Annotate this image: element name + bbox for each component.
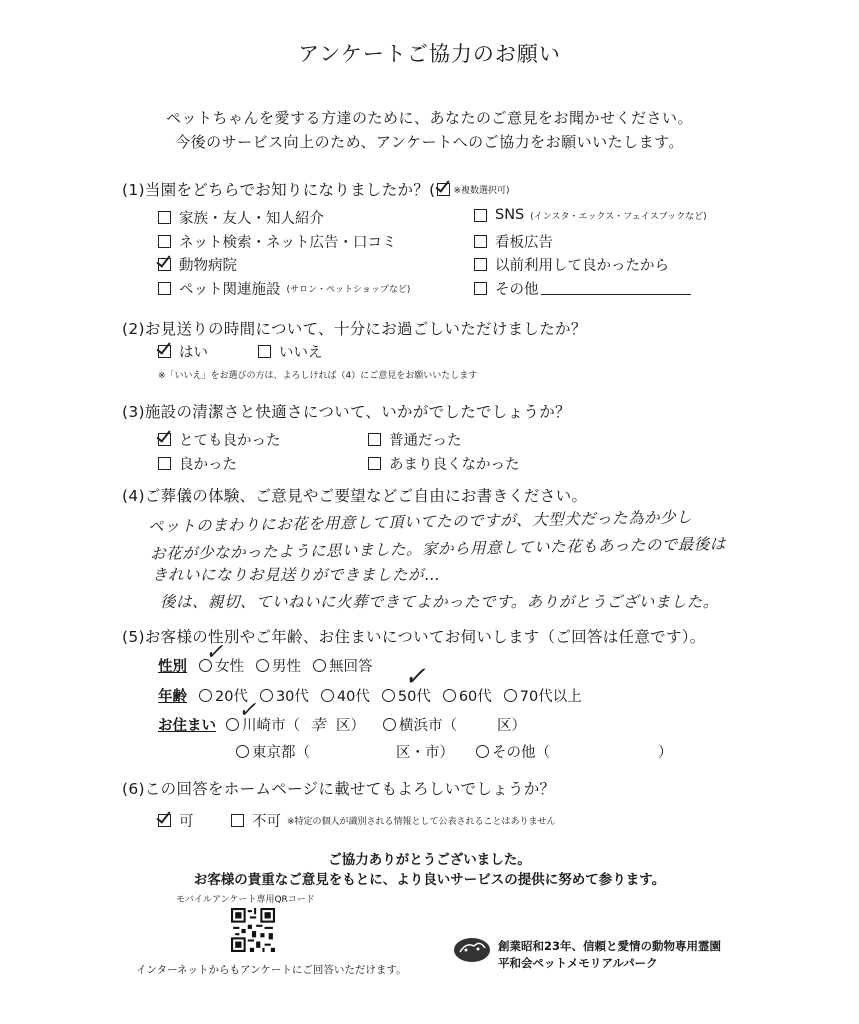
option-label: 区） [336,717,366,734]
radio-age-20[interactable] [199,689,212,702]
option-label: ） [658,745,673,761]
option-label: 30代 [275,689,309,705]
q6-option-no[interactable] [231,810,556,831]
option-label: 女性 [215,659,244,675]
checkbox[interactable] [474,235,487,248]
residence-row-1 [158,713,526,735]
question-1-text: (1)当園をどちらでお知りになりましたか？( [122,181,436,199]
q6-note: ※特定の個人が識別される情報として公表されることはありません [287,817,556,827]
option-label: 20代 [215,689,248,705]
q6-option-yes[interactable] [158,810,194,831]
radio-age-60[interactable] [443,689,456,702]
q2-note: ※「いいえ」をお選びの方は、よろしければ（4）にご意見をお願いいたします [158,371,478,381]
q1-option-net[interactable] [158,231,397,252]
option-label: 区） [497,717,527,734]
checkbox-checked[interactable] [158,258,171,271]
question-6: (6)この回答をホームページに載せてもよろしいでしょうか？ [122,780,556,798]
checkbox-checked[interactable] [158,345,171,358]
age-row [158,685,582,706]
checkbox[interactable] [231,814,244,827]
option-label: 男性 [272,659,301,675]
checkbox[interactable] [474,282,487,295]
option-label: 40代 [336,689,370,705]
q1-option-previous[interactable] [474,254,669,275]
q2-option-no[interactable] [258,341,323,362]
radio-age-50[interactable] [382,689,395,702]
option-label: 家族・友人・知人紹介 [179,211,324,227]
option-label: 70代以上 [519,689,582,705]
option-label: 60代 [458,689,492,705]
checkbox[interactable] [474,258,487,271]
option-label: 看板広告 [495,235,553,251]
question-1 [122,178,510,200]
option-label: いいえ [279,345,323,361]
question-3: (3)施設の清潔さと快適さについて、いかがでしたでしょうか？ [122,403,571,421]
company-logo-icon [452,934,492,964]
option-label: 不可 [252,814,281,830]
question-4: (4)ご葬儀の体験、ご意見やご要望などご自由にお書きください。 [122,487,588,505]
residence-row-2 [236,741,673,762]
intro-line-1: ペットちゃんを愛する方達のために、あなたのご意見をお聞かせください。 [165,109,693,127]
radio-no-answer[interactable] [313,659,326,672]
qr-code[interactable] [231,908,275,952]
check-mark-age-50: ✓ [404,662,426,692]
check-mark-kawasaki: ✓ [238,698,257,723]
qr-note: インターネットからもアンケートにご回答いただけます。 [136,964,407,976]
multi-select-note: ※複数選択可) [453,185,510,196]
option-label: 可 [179,814,194,830]
option-label: とても良かった [179,433,281,449]
q3-option-not-good[interactable] [368,453,520,474]
option-label: SNS [495,207,525,223]
option-label: 東京都（ [252,745,310,761]
company-name: 平和会ペットメモリアルパーク [498,956,658,970]
question-5: (5)お客様の性別やご年齢、お住まいについてお伺いします（ご回答は任意です）。 [122,628,706,646]
option-label: 以前利用して良かったから [495,258,669,274]
checkbox[interactable] [158,282,171,295]
handwritten-line-1: ペットのまわりにお花を用意して頂いてたのですが、大型犬だった為か少し [147,508,693,536]
checkbox[interactable] [368,433,381,446]
option-label: 普通だった [389,433,462,449]
page-title: アンケートご協力のお願い [298,42,561,66]
checkbox-checked[interactable] [158,433,171,446]
option-label: 動物病院 [179,258,237,274]
checkbox[interactable] [474,209,487,222]
intro-line-2: 今後のサービス向上のため、アンケートへのご協力をお願いいたします。 [175,133,684,151]
q1-option-pet-facility[interactable] [158,278,410,299]
option-note: (インスタ・エックス・フェイスブックなど) [530,211,707,222]
company-tagline: 創業昭和23年、信頼と愛情の動物専用霊園 [498,939,722,953]
handwritten-line-4: 後は、親切、ていねいに火葬できてよかったです。ありがとうございました。 [160,593,719,611]
gender-row [158,655,373,676]
handwritten-line-2: お花が少なかったように思いました。家から用意していた花もあったので最後は [149,534,726,564]
check-icon [437,183,450,196]
residence-label: お住まい [158,717,216,734]
option-note: (サロン・ペットショップなど) [286,285,411,295]
gender-label: 性別 [158,659,187,675]
q1-option-signboard[interactable] [474,231,553,252]
checkbox[interactable] [158,211,171,224]
checkbox[interactable] [258,345,271,358]
checkbox[interactable] [368,457,381,470]
radio-age-70[interactable] [504,689,517,702]
q3-option-normal[interactable] [368,429,462,450]
radio-male[interactable] [256,659,269,672]
option-label: 50代 [397,689,431,705]
q1-option-vet[interactable] [158,254,237,275]
q2-option-yes[interactable] [158,341,208,362]
checkbox-checked[interactable] [158,814,171,827]
radio-other[interactable] [476,745,489,758]
option-label: 無回答 [329,659,373,675]
option-label: 区・市） [396,745,454,761]
question-2: (2)お見送りの時間について、十分にお過ごしいただけましたか？ [122,320,587,338]
q1-option-other[interactable] [474,278,691,299]
kawasaki-ward-handwritten: 幸 [310,716,327,734]
check-mark-female: ✓ [205,640,224,665]
checkbox[interactable] [158,457,171,470]
thanks-line-1: ご協力ありがとうございました。 [328,852,531,868]
q1-option-family[interactable] [158,207,324,228]
option-label: ネット検索・ネット広告・口コミ [179,235,397,251]
qr-caption: モバイルアンケート専用QRコード [176,895,315,905]
radio-yokohama[interactable] [383,718,396,731]
option-label: 川崎市（ [242,717,300,734]
checkbox[interactable] [158,235,171,248]
radio-age-40[interactable] [321,689,334,702]
option-label: 横浜市（ [399,717,458,734]
option-label: 良かった [179,457,237,473]
radio-age-30[interactable] [260,689,273,702]
radio-tokyo[interactable] [236,745,249,758]
option-label: はい [179,345,208,361]
option-label: その他（ [492,745,550,761]
thanks-line-2: お客様の貴重なご意見をもとに、より良いサービスの提供に努めて参ります。 [193,872,666,888]
option-label: あまり良くなかった [389,457,520,473]
age-label: 年齢 [158,689,187,705]
option-label: ペット関連施設 [179,282,281,298]
option-label: その他 [495,282,539,298]
q3-option-very-good[interactable] [158,429,281,450]
other-blank-line[interactable] [541,282,691,295]
q1-option-sns[interactable] [474,207,707,223]
q3-option-good[interactable] [158,453,237,474]
handwritten-line-3: きれいになりお見送りができましたが… [152,566,441,584]
